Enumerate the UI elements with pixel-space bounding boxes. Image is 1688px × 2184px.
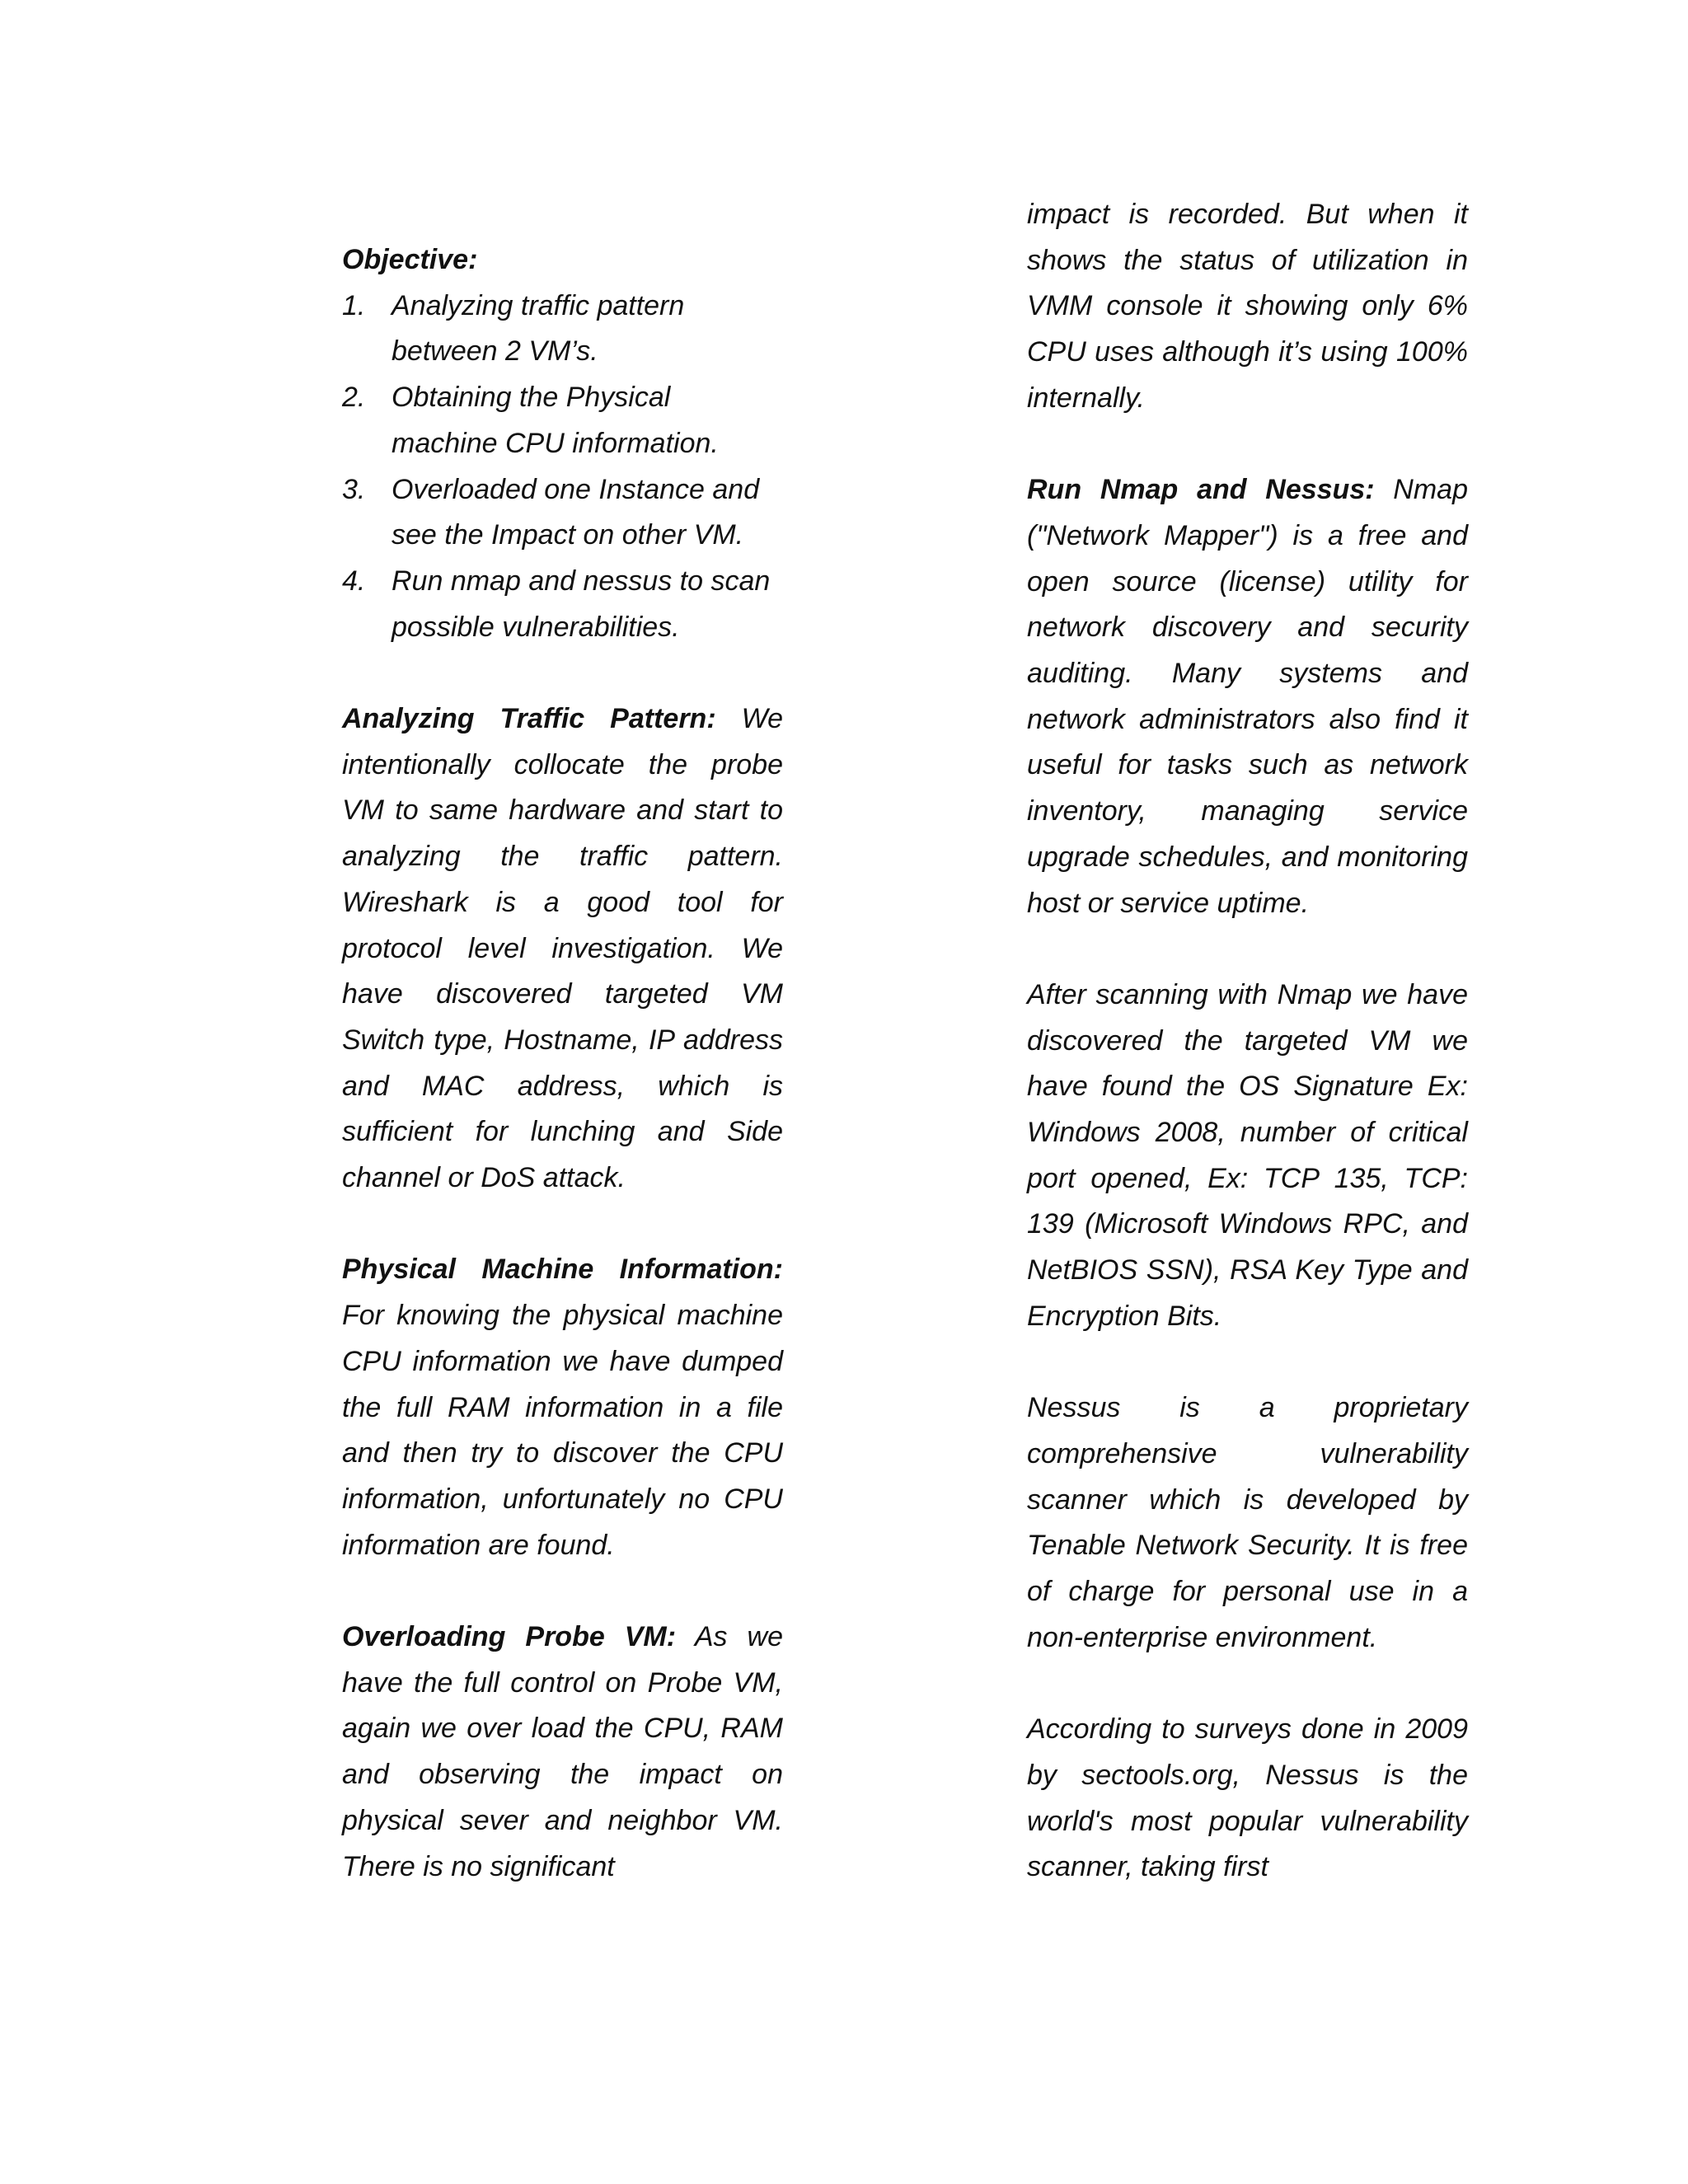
objective-text: Run nmap and nessus to scan possible vulnerabilities.	[392, 565, 771, 643]
objective-list	[342, 284, 783, 651]
objective-number: 3.	[342, 473, 366, 505]
paragraph-spacer	[342, 1202, 783, 1248]
objective-number: 4.	[342, 565, 366, 597]
traffic-body: We intentionally collocate the probe VM to same hardware and start to analyzing the traffic pattern. Wireshark is a good tool for protocol level investigation. We have discovered targeted VM Switch type, Hostname, IP address and MAC address, which is sufficient for lunching and Side channel or DoS attack.	[342, 703, 783, 1194]
traffic-paragraph	[342, 696, 783, 1202]
objective-item	[342, 467, 783, 559]
physical-heading: Physical Machine Information:	[342, 1254, 783, 1286]
objective-item	[342, 559, 783, 650]
surveys-paragraph: According to surveys done in 2009 by sectools.org, Nessus is the world's most popular vulnerability scanner, taking first	[1027, 1713, 1468, 1883]
paragraph-spacer	[1027, 422, 1468, 468]
left-column	[342, 237, 783, 1890]
paragraph-spacer	[1027, 1661, 1468, 1707]
nmap-nessus-heading: Run Nmap and Nessus:	[1027, 474, 1375, 506]
traffic-heading: Analyzing Traffic Pattern:	[342, 703, 716, 735]
paragraph-spacer	[342, 1568, 783, 1615]
nmap-nessus-body: Nmap ("Network Mapper") is a free and open source (license) utility for network discovery and security auditing. Many systems and network administrators also find it useful for tasks such as network inventory, managing service upgrade schedules, and monitoring host or service uptime.	[1027, 474, 1468, 919]
overloading-body: As we have the full control on Probe VM, again we over load the CPU, RAM and observing the impact on physical sever and neighbor VM. There is no significant	[342, 1621, 783, 1882]
objective-text: Overloaded one Instance and see the Impact on other VM.	[392, 473, 760, 551]
objective-text: Analyzing traffic pattern between 2 VM’s.	[392, 289, 685, 368]
objective-item	[342, 375, 783, 466]
nessus-paragraph: Nessus is a proprietary comprehensive vulnerability scanner which is developed by Tenable Network Security. It is free of charge for personal use in a non-enterprise environment.	[1027, 1392, 1468, 1653]
continuation-paragraph: impact is recorded. But when it shows the status of utilization in VMM console it showing only 6% CPU uses although it’s using 100% internally.	[1027, 199, 1468, 414]
paragraph-spacer	[342, 650, 783, 696]
physical-body: For knowing the physical machine CPU information we have dumped the full RAM information in a file and then try to discover the CPU information, unfortunately no CPU information are found.	[342, 1300, 783, 1561]
objective-text: Obtaining the Physical machine CPU information.	[392, 382, 719, 459]
overloading-heading: Overloading Probe VM:	[342, 1621, 677, 1653]
paragraph-spacer	[1027, 926, 1468, 972]
after-scanning-paragraph: After scanning with Nmap we have discovered the targeted VM we have found the OS Signature Ex: Windows 2008, number of critical port opened, Ex: TCP 135, TCP: 139 (Microsoft Windows RPC, and NetBIOS SSN), RSA Key Type and Encryption Bits.	[1027, 978, 1468, 1332]
overloading-paragraph	[342, 1615, 783, 1890]
paragraph-spacer	[1027, 1340, 1468, 1386]
objective-number: 1.	[342, 289, 366, 321]
physical-paragraph	[342, 1247, 783, 1568]
objective-number: 2.	[342, 382, 366, 414]
right-column	[1027, 192, 1468, 1891]
nmap-nessus-paragraph	[1027, 467, 1468, 926]
objective-item	[342, 284, 783, 375]
objective-title: Objective:	[342, 244, 478, 275]
